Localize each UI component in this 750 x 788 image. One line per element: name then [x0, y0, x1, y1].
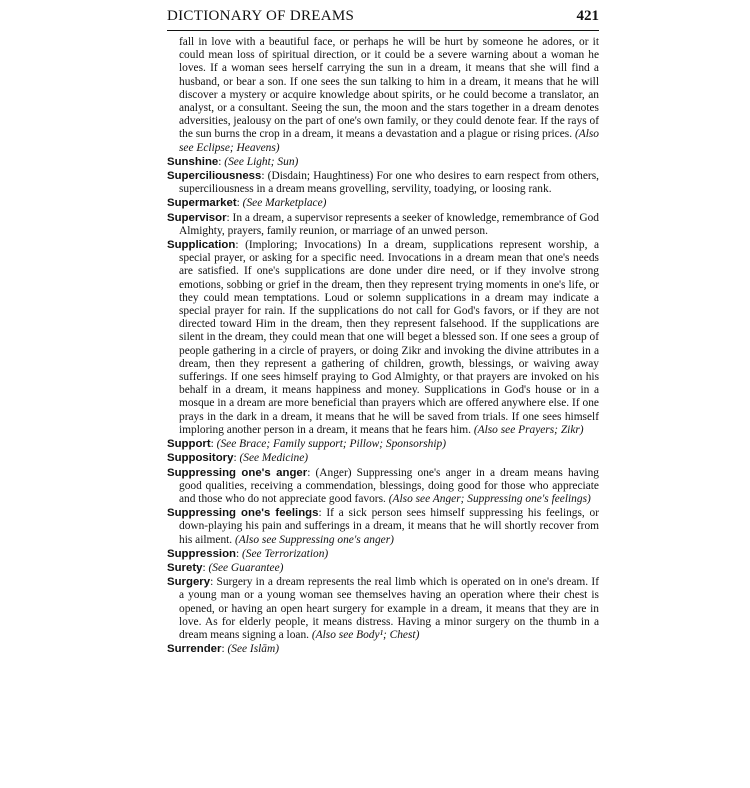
entry-surgery: Surgery: Surgery in a dream represents the real limb which is operated on in one's dream. If a young man or a young woman see themselves having an operation where their chest is opened, or having an open heart surgery for example in a dream, it means that they are in love. As for elderly people, it means distress. Having a minor surgery on the thumb in a dream means signing a loan. (Also see Body¹; Chest): [167, 576, 599, 641]
entry-body: (Disdain; Haughtiness) For one who desires to earn respect from others, superciliousness in a dream means grovelling, servility, toadying, or loosing rank.: [179, 170, 599, 196]
entry-superciliousness: Superciliousness: (Disdain; Haughtiness) For one who desires to earn respect from others, superciliousness in a dream means grovelling, servility, toadying, or loosing rank.: [167, 170, 599, 196]
entry-see-also: (See Islām): [227, 643, 280, 656]
entry-suppressing-feelings: Suppressing one's feelings: If a sick person sees himself suppressing his feelings, or down-playing his pain and sufferings in a dream, it means that he will shortly recover from his ailment. (Also see Suppressing one's anger): [167, 507, 600, 546]
entry-suppressing-anger: Suppressing one's anger: (Anger) Suppressing one's anger in a dream means having good qualities, receiving a commendation, blessings, doing good for those who appreciate and those who do not appreciate good favors. (Also see Anger; Suppressing one's feelings): [167, 466, 599, 505]
entry-see-also: (See Marketplace): [242, 197, 327, 210]
entry-see-also: (See Light; Sun): [224, 155, 299, 168]
entry-body: If a sick person sees himself suppressing his feelings, or down-playing his pain and sufferings in a dream, it means that he will shortly recover from his ailment.: [179, 507, 600, 546]
entry-term: Suppressing one's feelings: [167, 507, 319, 520]
entry-surety: Surety: (See Guarantee): [167, 561, 284, 574]
entry-supermarket: Supermarket: (See Marketplace): [167, 197, 327, 210]
entry-body: Surgery in a dream represents the real limb which is operated on in one's dream. If a young man or a young woman see themselves having an operation where their chest is opened, or having an open heart surgery for example in a dream, it means that they are in love. As for elderly people, it means distress. Having a minor surgery on the thumb in a dream means signing a loan.: [179, 576, 599, 641]
entry-see-also: (See Brace; Family support; Pillow; Sponsorship): [216, 438, 447, 451]
entry-term: Surrender: [167, 643, 222, 656]
entry-term: Supermarket: [167, 197, 237, 210]
entry-support: Support: (See Brace; Family support; Pillow; Sponsorship): [167, 438, 447, 451]
entry-body: fall in love with a beautiful face, or perhaps he will be hurt by someone he adores, or it could mean loss of spiritual direction, or it could be a severe warning about a woman he loves. If a woman sees herself carrying the sun in a dream, it means that she will find a husband, or bear a son. If one sees the sun talking to him in a dream, it means that he will discover a mystery or acquire knowledge about spirits, or he could become a translator, an analyst, or a consultant. Seeing the sun, the moon and the stars together in a dream denotes adversities, jealousy on the part of one's own family, or they could denote fear. If the rays of the sun burns the crop in a dream, it means a devastation and a plague or rising prices.: [179, 36, 599, 141]
entry-term: Suppression: [167, 547, 236, 560]
entry-see-also: (Also see Suppressing one's anger): [235, 533, 394, 546]
entry-see-also: (Also see Anger; Suppressing one's feelings): [388, 492, 591, 505]
entry-sunshine: Sunshine: (See Light; Sun): [167, 155, 299, 168]
entry-suppression: Suppression: (See Terrorization): [167, 547, 329, 560]
entry-see-also: (See Medicine): [239, 452, 309, 465]
header-title: DICTIONARY OF DREAMS: [167, 8, 355, 24]
entry-see-also: (Also see Prayers; Zikr): [473, 423, 584, 436]
entry-see-also: (Also see Eclipse; Heavens): [179, 128, 599, 154]
entry-surrender: Surrender: (See Islām): [167, 643, 280, 656]
entry-suppository: Suppository: (See Medicine): [167, 452, 309, 465]
entry-term: Supervisor: [167, 211, 227, 224]
entry-term: Supplication: [167, 239, 236, 252]
entry-body: In a dream, a supervisor represents a seeker of knowledge, remembrance of God Almighty, prayers, family reunion, or marriage of an unwed person.: [179, 211, 599, 237]
entry-body: (Imploring; Invocations) In a dream, supplications represent worship, a special prayer, or asking for a specific need. Invocations in a dream mean that one's needs are satisfied. If one's supplications are done under dire need, or if they involve strong emotions, sobbing or grief in the dream, then they represent trying moments in one's life, or they could mean temptations. Loud or solemn supplications in a dream may indicate a special prayer for rain. If the supplications do not call for God's favors, or if they are not directed toward Him in the dream, then they represent falsehood. If the supplications are silent in the dream, they could mean that one will beget a blessed son. If one sees a group of people gathering in a circle of prayers, or doing Zikr and invoking the divine attributes in a dream, then they represent a gathering of children, growth, blessings, or waiving away sufferings. If one sees himself praying to God Almighty, or that prayers are invoked on his behalf in a dream, it means happiness and money. Supplications in God's house or in a mosque in a dream are more beneficial than prayers which are offered anywhere else. If one prays in the dark in a dream, it means that he will be saved from trials. If one sees himself imploring another person in a dream, it means that he fears him.: [179, 239, 600, 436]
entry-supervisor: Supervisor: In a dream, a supervisor represents a seeker of knowledge, remembrance of God Almighty, prayers, family reunion, or marriage of an unwed person.: [167, 211, 599, 237]
continued-entry: [167, 36, 599, 155]
entry-term: Support: [167, 438, 211, 451]
entry-see-also: (See Guarantee): [208, 561, 284, 574]
entry-term: Surety: [167, 561, 203, 574]
page-number: 421: [576, 8, 599, 24]
entry-term: Surgery: [167, 576, 211, 589]
entry-body: (Anger) Suppressing one's anger in a dream means having good qualities, receiving a commendation, blessings, doing good for those who appreciate and those who do not appreciate good favors.: [179, 466, 599, 505]
running-header: [167, 8, 599, 31]
dictionary-body: [167, 36, 599, 656]
entry-term: Superciliousness: [167, 170, 262, 183]
entry-term: Suppository: [167, 452, 234, 465]
entry-supplication: Supplication: (Imploring; Invocations) In a dream, supplications represent worship, a special prayer, or asking for a specific need. Invocations in a dream mean that one's needs are satisfied. If one's supplications are done under dire need, or if they involve strong emotions, sobbing or grief in the dream, then they represent trying moments in one's life, or they could mean temptations. Loud or solemn supplications in a dream may indicate a special prayer for rain. If the supplications do not call for God's favors, or if they are not directed toward Him in the dream, then they represent falsehood. If the supplications are silent in the dream, they could mean that one will beget a blessed son. If one sees a group of people gathering in a circle of prayers, or doing Zikr and invoking the divine attributes in a dream, then they represent a gathering of children, growth, blessings, or waiving away sufferings. If one sees himself praying to God Almighty, or that prayers are invoked on his behalf in a dream, it means happiness and money. Supplications in God's house or in a mosque in a dream are more beneficial than prayers which are offered anywhere else. If one prays in the dark in a dream, it means that he will be saved from trials. If one sees himself imploring another person in a dream, it means that he fears him. (Also see Prayers; Zikr): [167, 239, 600, 436]
entry-term: Suppressing one's anger: [167, 466, 308, 479]
entry-term: Sunshine: [167, 155, 219, 168]
entry-see-also: (See Terrorization): [242, 547, 329, 560]
entry-see-also: (Also see Body¹; Chest): [311, 628, 420, 641]
